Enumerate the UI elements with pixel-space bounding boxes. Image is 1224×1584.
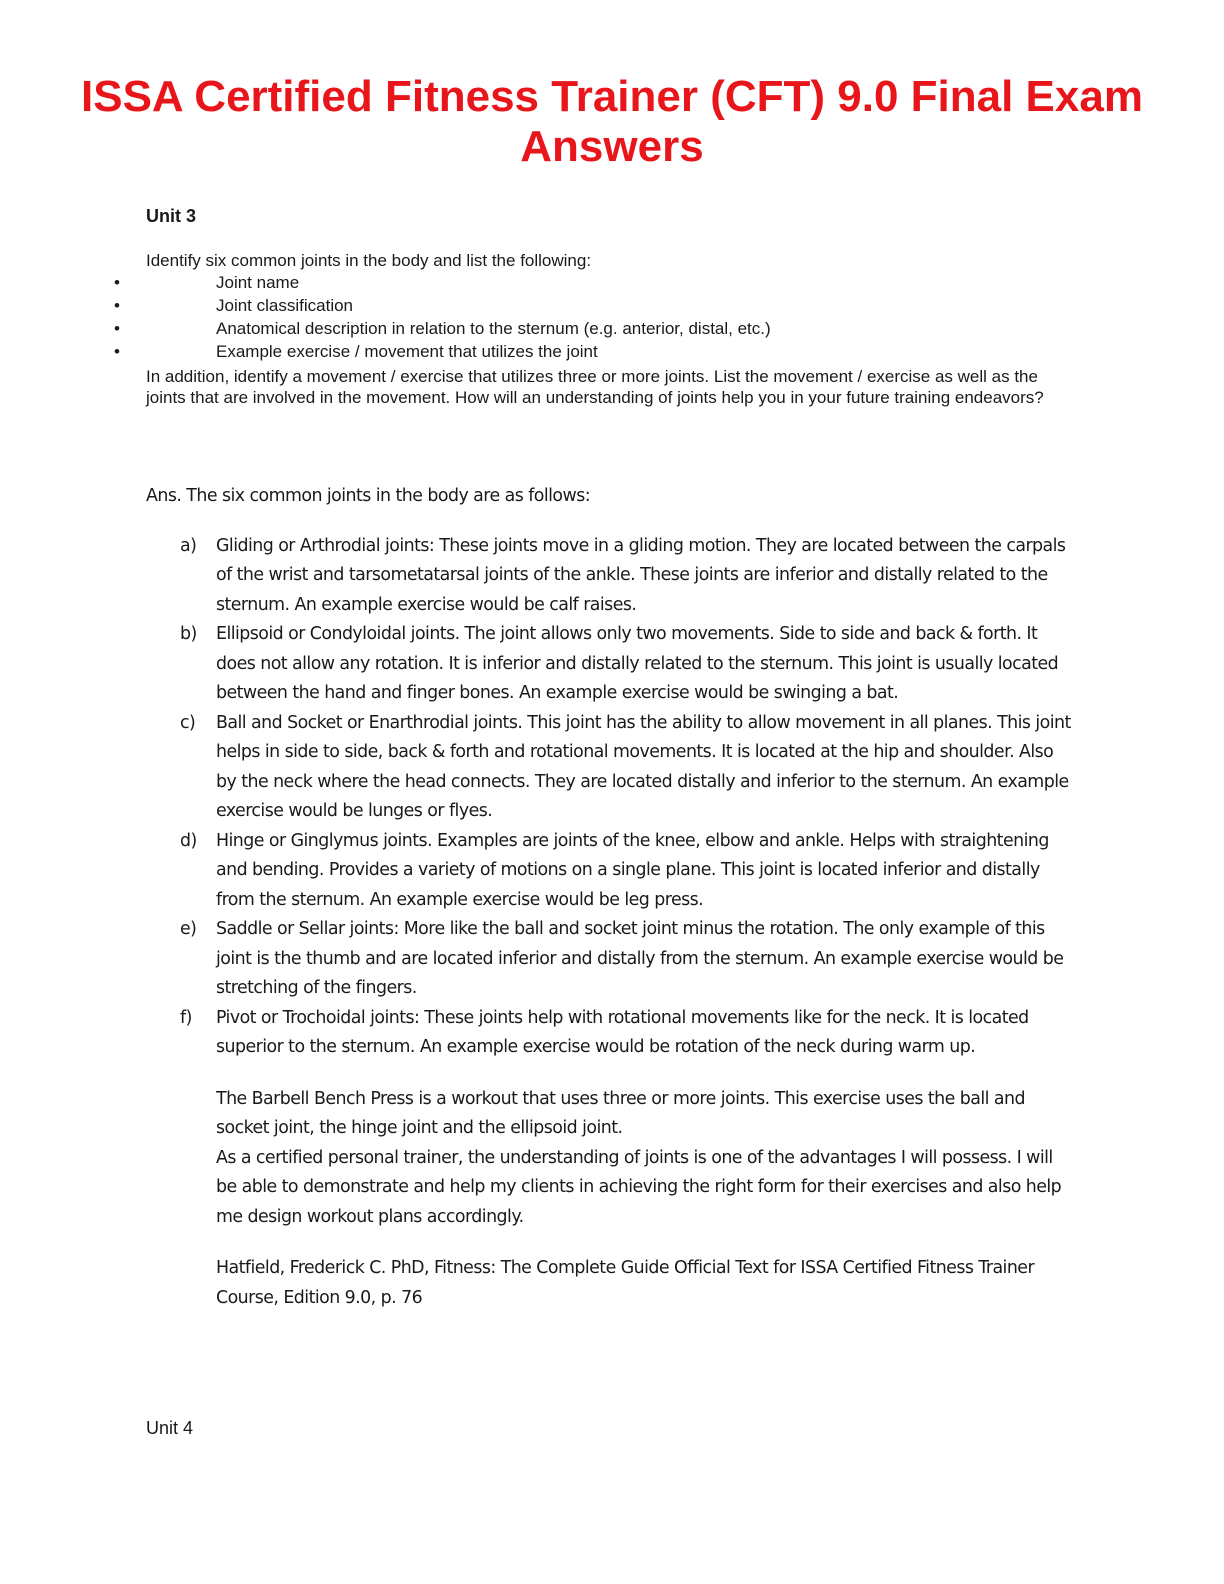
list-item [114, 295, 1066, 318]
list-item [114, 272, 1066, 295]
item-text: Ball and Socket or Enarthrodial joints. This joint has the ability to allow movement in all planes. This joint helps in side to side, back & forth and rotational movements. It is located at the hip and shoulder. Also by the neck where the head connects. They are located distally and inferior to the sternum. An example exercise would be lunges or flyes. [216, 712, 1071, 821]
item-text: Pivot or Trochoidal joints: These joints help with rotational movements like for the neck. It is located superior to the sternum. An example exercise would be rotation of the neck during warm up. [216, 1007, 1029, 1057]
bullet-icon: • [114, 296, 120, 315]
bullet-icon: • [114, 273, 120, 292]
bullet-text: Example exercise / movement that utilizes the joint [216, 342, 598, 361]
answer-section [146, 482, 1076, 1313]
joint-item-gliding [146, 532, 1076, 621]
answer-intro: Ans. The six common joints in the body are as follows: [146, 486, 591, 506]
list-item [114, 318, 1066, 341]
unit-3-heading: Unit 3 [146, 206, 197, 226]
understanding-paragraph: As a certified personal trainer, the understanding of joints is one of the advantages I will possess. I will be able to demonstrate and help my clients in achieving the right form for their exercises and also help me design workout plans accordingly. [216, 1147, 1062, 1227]
joint-item-saddle [146, 915, 1076, 1004]
item-text: Gliding or Arthrodial joints: These joints move in a gliding motion. They are located between the carpals of the wrist and tarsometatarsal joints of the ankle. These joints are inferior and distally related to the sternum. An example exercise would be calf raises. [216, 535, 1066, 615]
item-label: e) [180, 919, 197, 939]
document-title: ISSA Certified Fitness Trainer (CFT) 9.0 Final Exam Answers [81, 72, 1143, 171]
bullet-text: Joint name [216, 273, 300, 292]
bullet-text: Anatomical description in relation to the sternum (e.g. anterior, distal, etc.) [216, 319, 771, 338]
item-label: c) [180, 712, 196, 733]
joint-item-hinge [146, 827, 1076, 916]
joint-item-ball-socket [146, 709, 1076, 827]
bullet-icon: • [114, 319, 120, 338]
item-label: d) [180, 830, 197, 851]
list-item [114, 341, 1066, 364]
question-intro: Identify six common joints in the body and list the following: [146, 251, 592, 270]
bullet-icon: • [114, 342, 120, 361]
question-bullet-list [114, 272, 1066, 364]
item-text: Ellipsoid or Condyloidal joints. The joint allows only two movements. Side to side and back & forth. It does not allow any rotation. It is inferior and distally related to the sternum. This joint is usually located between the hand and finger bones. An example exercise would be swinging a bat. [216, 624, 1059, 703]
question-extra: In addition, identify a movement / exercise that utilizes three or more joints. List the movement / exercise as well as the joints that are involved in the movement. How will an understanding of joints help you in your future training endeavors? [146, 367, 1044, 407]
item-text: Saddle or Sellar joints: More like the ball and socket joint minus the rotation. The only example of this joint is the thumb and are located inferior and distally from the sternum. An example exercise would be stretching of the fingers. [216, 919, 1064, 998]
joint-item-ellipsoid [146, 620, 1076, 709]
item-label: b) [180, 624, 197, 644]
item-text: Hinge or Ginglymus joints. Examples are joints of the knee, elbow and ankle. Helps with straightening and bending. Provides a variety of motions on a single plane. This joint is located inferior and distally from the sternum. An example exercise would be leg press. [216, 830, 1049, 910]
unit-4-heading: Unit 4 [146, 1418, 194, 1438]
bench-press-paragraph: The Barbell Bench Press is a workout that uses three or more joints. This exercise uses the ball and socket joint, the hinge joint and the ellipsoid joint. [216, 1088, 1025, 1138]
item-label: a) [180, 535, 197, 556]
joint-list [146, 532, 1076, 1063]
bullet-text: Joint classification [216, 296, 354, 315]
citation: Hatfield, Frederick C. PhD, Fitness: The Complete Guide Official Text for ISSA Certified Fitness Trainer Course, Edition 9.0, p. 76 [216, 1258, 1035, 1308]
unit-3-question [114, 250, 1066, 408]
item-label: f) [180, 1007, 192, 1028]
joint-item-pivot [146, 1004, 1076, 1063]
